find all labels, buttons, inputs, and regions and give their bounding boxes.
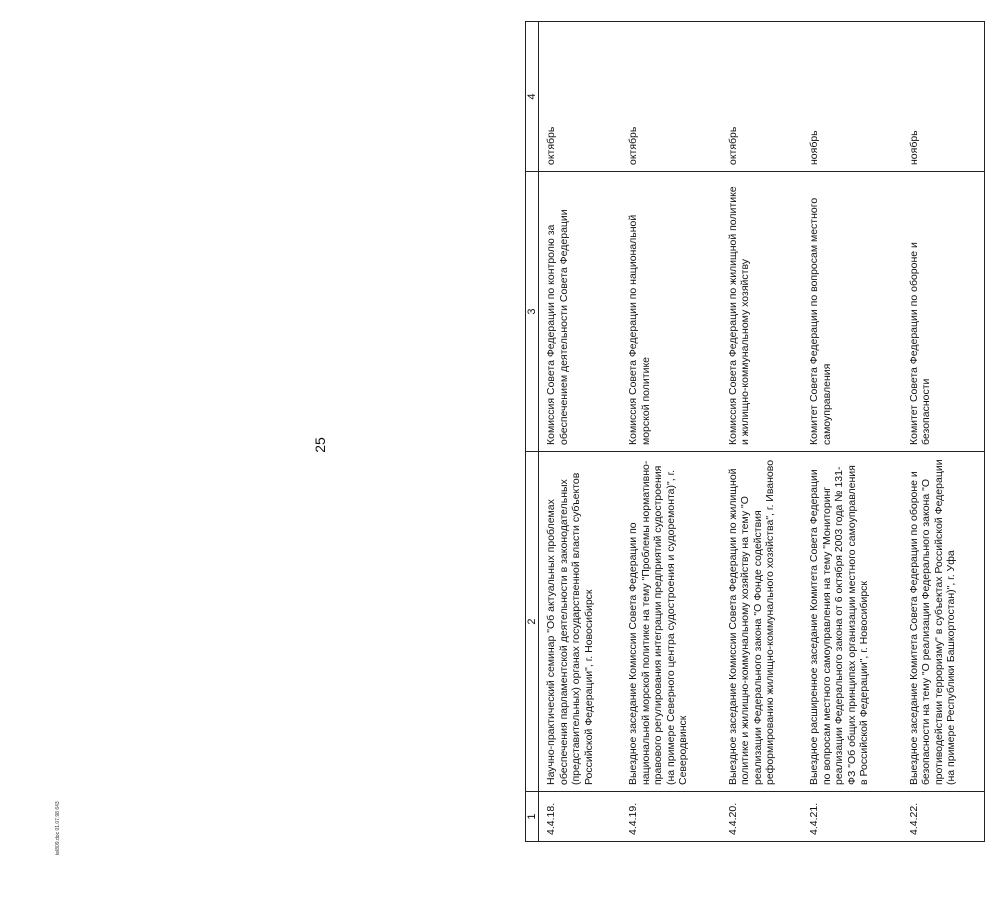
event-description: Выездное расширенное заседание Комитета Совета Федерации по вопросам местного самоуправления на тему "Мониторинг реализации Федерального закона от 6 октября 2003 года № 131-ФЗ "Об общих принципах организации местного самоуправления в Российской Федерации", г. Новосибирск: [802, 452, 902, 792]
footer-code: tel809.doc 01.07.98 643: [55, 801, 61, 855]
event-description: Выездное заседание Комитета Совета Федерации по обороне и безопасности на тему "О реализации Федерального закона "О противодействии терроризму" в субъектах Российской Федерации (на примере Республики Башкортостан)", г. Уфа: [902, 452, 985, 792]
item-number: 4.4.22.: [902, 792, 985, 842]
column-header: 1: [526, 792, 539, 842]
plan-table: [525, 21, 985, 842]
responsible-body: Комиссия Совета Федерации по жилищной политике и жилищно-коммунальному хозяйству: [721, 172, 803, 452]
table-row: [802, 22, 902, 842]
table-row: [721, 22, 803, 842]
table-row: [902, 22, 985, 842]
document-sheet: [525, 22, 985, 842]
item-number: 4.4.20.: [721, 792, 803, 842]
table-row: [621, 22, 721, 842]
event-description: Выездное заседание Комиссии Совета Федерации по национальной морской политике на тему "Проблемы нормативно-правового регулирования интеграции предприятий судостроения (на примере Северного центра судостроения и судоремонта)", г. Северодвинск: [621, 452, 721, 792]
event-description: Научно-практический семинар "Об актуальных проблемах обеспечения парламентской деятельности в законодательных (представительных) органах государственной власти субъектов Российской Федерации", г. Новосибирск: [539, 452, 622, 792]
item-number: 4.4.18.: [539, 792, 622, 842]
responsible-body: Комиссия Совета Федерации по контролю за обеспечением деятельности Совета Федерации: [539, 172, 622, 452]
responsible-body: Комитет Совета Федерации по обороне и безопасности: [902, 172, 985, 452]
table-header-row: [526, 22, 539, 842]
item-number: 4.4.19.: [621, 792, 721, 842]
responsible-body: Комитет Совета Федерации по вопросам местного самоуправления: [802, 172, 902, 452]
page-number: 25: [312, 437, 328, 453]
event-date: ноябрь: [802, 22, 902, 172]
event-date: октябрь: [621, 22, 721, 172]
event-date: ноябрь: [902, 22, 985, 172]
item-number: 4.4.21.: [802, 792, 902, 842]
responsible-body: Комиссия Совета Федерации по национальной морской политике: [621, 172, 721, 452]
event-description: Выездное заседание Комиссии Совета Федерации по жилищной политике и жилищно-коммунальному хозяйству на тему "О реализации Федерального закона "О Фонде содействия реформированию жилищно-коммунального хозяйства", г. Иваново: [721, 452, 803, 792]
table-row: [539, 22, 622, 842]
column-header: 4: [526, 22, 539, 172]
column-header: 3: [526, 172, 539, 452]
column-header: 2: [526, 452, 539, 792]
event-date: октябрь: [539, 22, 622, 172]
event-date: октябрь: [721, 22, 803, 172]
